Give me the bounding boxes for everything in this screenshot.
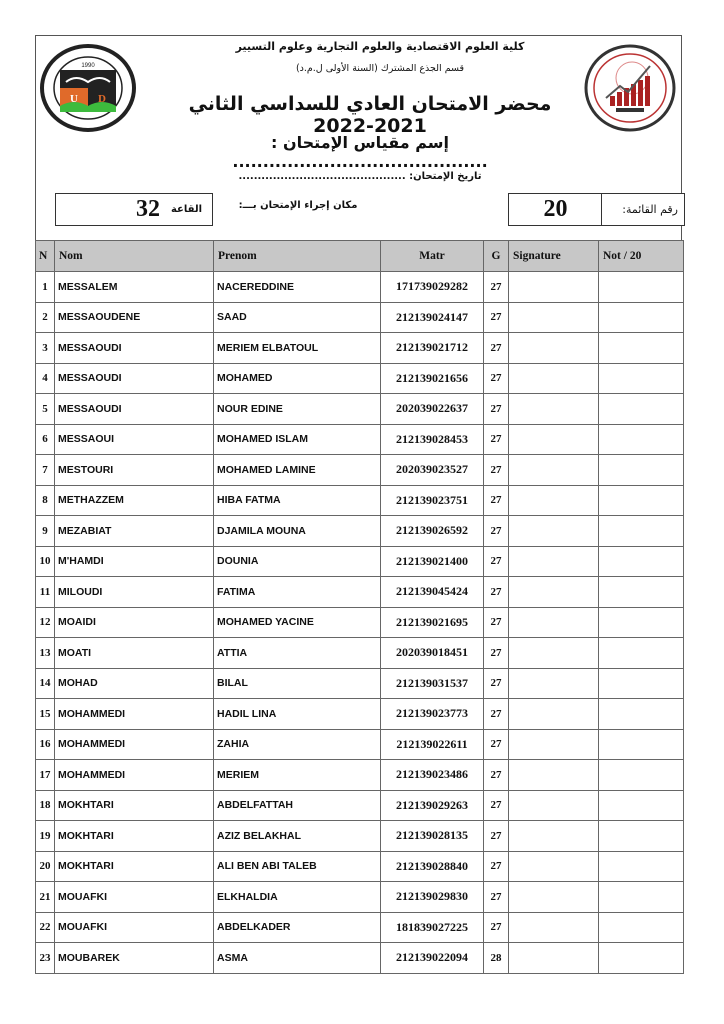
- student-first-name: MERIEM: [214, 760, 381, 791]
- student-first-name: ATTIA: [214, 638, 381, 669]
- faculty-name: كلية العلوم الاقتصادية والعلوم التجارية وعلوم التسيير: [235, 40, 525, 53]
- signature-cell[interactable]: [509, 363, 599, 394]
- signature-cell[interactable]: [509, 302, 599, 333]
- grade-cell[interactable]: [599, 424, 684, 455]
- student-first-name: AZIZ BELAKHAL: [214, 821, 381, 852]
- student-group: 27: [484, 912, 509, 943]
- student-matricule: 212139021400: [381, 546, 484, 577]
- row-number: 6: [36, 424, 55, 455]
- column-header-g: G: [484, 241, 509, 272]
- column-header-signature: Signature: [509, 241, 599, 272]
- table-row: [36, 638, 684, 669]
- student-matricule: 212139029830: [381, 882, 484, 913]
- student-group: 27: [484, 424, 509, 455]
- row-number: 1: [36, 272, 55, 303]
- student-first-name: ZAHIA: [214, 729, 381, 760]
- row-number: 16: [36, 729, 55, 760]
- svg-text:U: U: [70, 93, 78, 105]
- table-row: [36, 485, 684, 516]
- student-matricule: 212139021712: [381, 333, 484, 364]
- page-title: محضر الامتحان العادي للسداسي الثاني 2021-2022: [188, 93, 552, 137]
- signature-cell[interactable]: [509, 455, 599, 486]
- table-row: [36, 760, 684, 791]
- table-header-row: [36, 241, 684, 272]
- table-row: [36, 882, 684, 913]
- svg-text:1990: 1990: [81, 63, 95, 69]
- table-row: [36, 607, 684, 638]
- university-djelfa-logo-icon: [38, 40, 138, 136]
- student-group: 27: [484, 760, 509, 791]
- student-group: 27: [484, 302, 509, 333]
- student-matricule: 212139031537: [381, 668, 484, 699]
- student-first-name: DOUNIA: [214, 546, 381, 577]
- student-first-name: NOUR EDINE: [214, 394, 381, 425]
- table-row: [36, 424, 684, 455]
- grade-cell[interactable]: [599, 577, 684, 608]
- signature-cell[interactable]: [509, 790, 599, 821]
- student-matricule: 212139045424: [381, 577, 484, 608]
- row-number: 20: [36, 851, 55, 882]
- student-first-name: BILAL: [214, 668, 381, 699]
- student-last-name: MESSAOUDENE: [55, 302, 214, 333]
- student-matricule: 202039022637: [381, 394, 484, 425]
- table-row: [36, 943, 684, 974]
- student-matricule: 212139022611: [381, 729, 484, 760]
- signature-cell[interactable]: [509, 912, 599, 943]
- signature-cell[interactable]: [509, 821, 599, 852]
- student-group: 27: [484, 821, 509, 852]
- student-group: 28: [484, 943, 509, 974]
- table-row: [36, 302, 684, 333]
- student-last-name: MEZABIAT: [55, 516, 214, 547]
- row-number: 4: [36, 363, 55, 394]
- student-first-name: ASMA: [214, 943, 381, 974]
- column-header-nom: Nom: [55, 241, 214, 272]
- student-matricule: 212139022094: [381, 943, 484, 974]
- signature-cell[interactable]: [509, 699, 599, 730]
- student-matricule: 212139024147: [381, 302, 484, 333]
- row-number: 12: [36, 607, 55, 638]
- exam-module-label: إسم مقياس الإمتحان : ..........................................: [232, 133, 488, 171]
- row-number: 19: [36, 821, 55, 852]
- student-matricule: 212139026592: [381, 516, 484, 547]
- signature-cell[interactable]: [509, 394, 599, 425]
- student-group: 27: [484, 790, 509, 821]
- student-last-name: MOKHTARI: [55, 821, 214, 852]
- student-group: 27: [484, 577, 509, 608]
- grade-cell[interactable]: [599, 943, 684, 974]
- list-number-value: 20: [543, 196, 568, 222]
- grade-cell[interactable]: [599, 821, 684, 852]
- student-first-name: ELKHALDIA: [214, 882, 381, 913]
- table-row: [36, 668, 684, 699]
- table-row: [36, 516, 684, 547]
- column-header-matr: Matr: [381, 241, 484, 272]
- row-number: 17: [36, 760, 55, 791]
- grade-cell[interactable]: [599, 760, 684, 791]
- grade-cell[interactable]: [599, 912, 684, 943]
- svg-text:D: D: [98, 93, 106, 105]
- row-number: 10: [36, 546, 55, 577]
- student-matricule: 171739029282: [381, 272, 484, 303]
- row-number: 21: [36, 882, 55, 913]
- row-number: 9: [36, 516, 55, 547]
- grade-cell[interactable]: [599, 394, 684, 425]
- student-matricule: 212139029263: [381, 790, 484, 821]
- student-group: 27: [484, 546, 509, 577]
- student-group: 27: [484, 638, 509, 669]
- student-last-name: MOUAFKI: [55, 882, 214, 913]
- student-group: 27: [484, 516, 509, 547]
- grade-cell[interactable]: [599, 272, 684, 303]
- row-number: 2: [36, 302, 55, 333]
- student-matricule: 212139028840: [381, 851, 484, 882]
- table-row: [36, 912, 684, 943]
- faculty-economics-logo-icon: [580, 40, 680, 136]
- student-last-name: MOUAFKI: [55, 912, 214, 943]
- grade-cell[interactable]: [599, 607, 684, 638]
- signature-cell[interactable]: [509, 760, 599, 791]
- student-matricule: 212139023751: [381, 485, 484, 516]
- student-last-name: MOKHTARI: [55, 790, 214, 821]
- row-number: 8: [36, 485, 55, 516]
- student-last-name: MESSAOUDI: [55, 333, 214, 364]
- student-last-name: MOHAD: [55, 668, 214, 699]
- grade-cell[interactable]: [599, 363, 684, 394]
- row-number: 18: [36, 790, 55, 821]
- signature-cell[interactable]: [509, 668, 599, 699]
- table-row: [36, 455, 684, 486]
- grade-cell[interactable]: [599, 638, 684, 669]
- row-number: 14: [36, 668, 55, 699]
- student-group: 27: [484, 455, 509, 486]
- grade-cell[interactable]: [599, 790, 684, 821]
- grade-cell[interactable]: [599, 729, 684, 760]
- exam-date-label: تاريخ الإمتحان: ............................................: [238, 171, 482, 182]
- table-row: [36, 333, 684, 364]
- row-number: 3: [36, 333, 55, 364]
- student-first-name: MOHAMED LAMINE: [214, 455, 381, 486]
- room-label: القاعة: [170, 204, 202, 215]
- student-group: 27: [484, 699, 509, 730]
- signature-cell[interactable]: [509, 577, 599, 608]
- room-number: 32: [136, 196, 160, 222]
- student-first-name: MOHAMED YACINE: [214, 607, 381, 638]
- student-first-name: HIBA FATMA: [214, 485, 381, 516]
- student-first-name: ABDELFATTAH: [214, 790, 381, 821]
- student-matricule: 212139021656: [381, 363, 484, 394]
- student-last-name: MILOUDI: [55, 577, 214, 608]
- signature-cell[interactable]: [509, 729, 599, 760]
- student-matricule: 212139023486: [381, 760, 484, 791]
- student-group: 27: [484, 485, 509, 516]
- student-matricule: 212139021695: [381, 607, 484, 638]
- student-first-name: MOHAMED: [214, 363, 381, 394]
- grade-cell[interactable]: [599, 455, 684, 486]
- table-row: [36, 394, 684, 425]
- grade-cell[interactable]: [599, 668, 684, 699]
- student-last-name: MESSAOUDI: [55, 394, 214, 425]
- table-row: [36, 729, 684, 760]
- student-last-name: MESSALEM: [55, 272, 214, 303]
- student-first-name: ALI BEN ABI TALEB: [214, 851, 381, 882]
- student-matricule: 212139023773: [381, 699, 484, 730]
- table-row: [36, 363, 684, 394]
- grade-cell[interactable]: [599, 485, 684, 516]
- table-row: [36, 790, 684, 821]
- student-group: 27: [484, 394, 509, 425]
- student-group: 27: [484, 607, 509, 638]
- table-row: [36, 272, 684, 303]
- student-first-name: ABDELKADER: [214, 912, 381, 943]
- signature-cell[interactable]: [509, 943, 599, 974]
- table-row: [36, 577, 684, 608]
- student-group: 27: [484, 851, 509, 882]
- student-last-name: MESTOURI: [55, 455, 214, 486]
- student-first-name: HADIL LINA: [214, 699, 381, 730]
- student-last-name: MOKHTARI: [55, 851, 214, 882]
- signature-cell[interactable]: [509, 607, 599, 638]
- student-last-name: M'HAMDI: [55, 546, 214, 577]
- student-first-name: DJAMILA MOUNA: [214, 516, 381, 547]
- row-number: 13: [36, 638, 55, 669]
- row-number: 23: [36, 943, 55, 974]
- signature-cell[interactable]: [509, 638, 599, 669]
- list-number-label: رقم القائمة:: [601, 194, 684, 225]
- student-last-name: MOHAMMEDI: [55, 699, 214, 730]
- student-first-name: MERIEM ELBATOUL: [214, 333, 381, 364]
- row-number: 11: [36, 577, 55, 608]
- grade-cell[interactable]: [599, 516, 684, 547]
- student-first-name: NACEREDDINE: [214, 272, 381, 303]
- student-matricule: 202039023527: [381, 455, 484, 486]
- student-matricule: 181839027225: [381, 912, 484, 943]
- signature-cell[interactable]: [509, 516, 599, 547]
- list-number-box: [508, 193, 685, 226]
- grade-cell[interactable]: [599, 882, 684, 913]
- attendance-table: [35, 240, 684, 974]
- table-row: [36, 546, 684, 577]
- row-number: 5: [36, 394, 55, 425]
- signature-cell[interactable]: [509, 851, 599, 882]
- column-header-n: N: [36, 241, 55, 272]
- row-number: 7: [36, 455, 55, 486]
- room-box: [55, 193, 213, 226]
- student-last-name: MOUBAREK: [55, 943, 214, 974]
- grade-cell[interactable]: [599, 546, 684, 577]
- student-last-name: METHAZZEM: [55, 485, 214, 516]
- grade-cell[interactable]: [599, 699, 684, 730]
- signature-cell[interactable]: [509, 882, 599, 913]
- student-group: 27: [484, 882, 509, 913]
- student-last-name: MOATI: [55, 638, 214, 669]
- student-group: 27: [484, 333, 509, 364]
- department-name: قسم الجذع المشترك (السنة الأولى ل.م.د): [295, 63, 465, 74]
- student-last-name: MOAIDI: [55, 607, 214, 638]
- student-group: 27: [484, 729, 509, 760]
- student-last-name: MOHAMMEDI: [55, 729, 214, 760]
- student-matricule: 202039018451: [381, 638, 484, 669]
- column-header-note: Not / 20: [599, 241, 684, 272]
- row-number: 22: [36, 912, 55, 943]
- student-group: 27: [484, 668, 509, 699]
- student-matricule: 212139028135: [381, 821, 484, 852]
- signature-cell[interactable]: [509, 333, 599, 364]
- signature-cell[interactable]: [509, 272, 599, 303]
- student-last-name: MESSAOUI: [55, 424, 214, 455]
- table-row: [36, 851, 684, 882]
- signature-cell[interactable]: [509, 546, 599, 577]
- signature-cell[interactable]: [509, 485, 599, 516]
- student-first-name: FATIMA: [214, 577, 381, 608]
- student-matricule: 212139028453: [381, 424, 484, 455]
- table-row: [36, 821, 684, 852]
- grade-cell[interactable]: [599, 302, 684, 333]
- exam-place-label: مكان إجراء الإمتحان بـــ:: [238, 200, 358, 211]
- signature-cell[interactable]: [509, 424, 599, 455]
- student-first-name: SAAD: [214, 302, 381, 333]
- student-group: 27: [484, 272, 509, 303]
- student-last-name: MOHAMMEDI: [55, 760, 214, 791]
- column-header-prenom: Prenom: [214, 241, 381, 272]
- table-row: [36, 699, 684, 730]
- student-group: 27: [484, 363, 509, 394]
- row-number: 15: [36, 699, 55, 730]
- student-first-name: MOHAMED ISLAM: [214, 424, 381, 455]
- grade-cell[interactable]: [599, 333, 684, 364]
- student-last-name: MESSAOUDI: [55, 363, 214, 394]
- grade-cell[interactable]: [599, 851, 684, 882]
